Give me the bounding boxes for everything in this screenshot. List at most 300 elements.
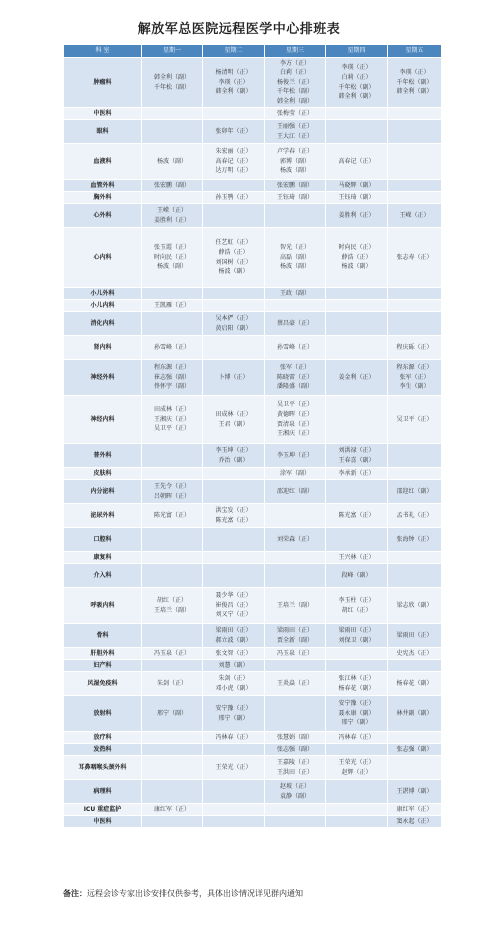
doctor-entry: 康红军（正） — [153, 805, 190, 813]
schedule-cell — [326, 192, 388, 204]
table-row — [64, 696, 442, 732]
schedule-cell — [203, 180, 265, 192]
doctor-entry: 李瑛（正） — [218, 78, 249, 86]
doctor-entry: 王嵘（正） — [399, 211, 430, 219]
doctor-entry: 张梅莹（正） — [276, 109, 313, 117]
doctor-entry: 刘慧（副） — [218, 661, 249, 669]
footer-note — [63, 888, 303, 899]
table-row — [64, 360, 442, 396]
schedule-cell — [388, 336, 442, 360]
schedule-cell — [326, 648, 388, 660]
doctor-entry: 杨清明（正） — [215, 69, 252, 77]
schedule-cell — [265, 588, 326, 624]
schedule-cell — [265, 564, 326, 588]
doctor-entry: 杨波（副） — [279, 263, 310, 271]
schedule-cell — [388, 120, 442, 144]
schedule-cell — [388, 288, 442, 300]
dept-cell: 骨科 — [64, 624, 142, 648]
dept-cell: 泌尿外科 — [64, 504, 142, 528]
doctor-entry: 杨波（副） — [279, 167, 310, 175]
doctor-entry: 梁雨田（正） — [396, 631, 433, 639]
dept-cell: 血管外科 — [64, 180, 142, 192]
doctor-entry: 王湘庆（正） — [153, 415, 190, 423]
doctor-entry: 杨波（副） — [156, 263, 187, 271]
schedule-cell — [142, 696, 203, 732]
doctor-entry: 张海钟（正） — [396, 535, 433, 543]
schedule-cell — [265, 816, 326, 828]
dept-cell: 消化内科 — [64, 312, 142, 336]
dept-cell: 眼科 — [64, 120, 142, 144]
schedule-cell — [265, 58, 326, 108]
doctor-entry: 韩全利（副） — [153, 73, 190, 81]
table-row — [64, 732, 442, 744]
dept-cell: 呼吸内科 — [64, 588, 142, 624]
doctor-entry: 潘隆盛（副） — [276, 383, 313, 391]
doctor-entry: 蔡昌豪（正） — [276, 319, 313, 327]
schedule-cell — [203, 336, 265, 360]
doctor-entry: 王兴林（正） — [338, 553, 375, 561]
schedule-cell — [265, 180, 326, 192]
schedule-cell — [388, 672, 442, 696]
doctor-entry: 卢学春（正） — [276, 148, 313, 156]
doctor-entry: 韩全利（副） — [338, 93, 375, 101]
schedule-cell — [265, 744, 326, 756]
schedule-cell — [142, 396, 203, 444]
table-row — [64, 756, 442, 780]
schedule-cell — [203, 672, 265, 696]
doctor-entry: 王湘庆（正） — [276, 430, 313, 438]
doctor-entry: 张志寿（正） — [396, 253, 433, 261]
schedule-cell — [142, 192, 203, 204]
doctor-entry: 张军（正） — [399, 373, 430, 381]
doctor-entry: 王荣光（正） — [215, 763, 252, 771]
schedule-cell — [388, 480, 442, 504]
doctor-entry: 窦永起（正） — [396, 817, 433, 825]
schedule-cell — [203, 648, 265, 660]
doctor-entry: 贾清泉（正） — [276, 420, 313, 428]
schedule-cell — [388, 732, 442, 744]
schedule-cell — [265, 504, 326, 528]
dept-cell: 康复科 — [64, 552, 142, 564]
schedule-cell — [142, 744, 203, 756]
schedule-cell — [265, 756, 326, 780]
doctor-entry: 白莉（正） — [341, 73, 372, 81]
schedule-cell — [326, 528, 388, 552]
header-dept: 科 室 — [64, 45, 142, 58]
doctor-entry: 梁雨田（正） — [276, 626, 313, 634]
schedule-cell — [142, 336, 203, 360]
schedule-cell — [142, 780, 203, 804]
doctor-entry: 张玉霞（正） — [153, 244, 190, 252]
schedule-cell — [326, 360, 388, 396]
schedule-cell — [142, 180, 203, 192]
schedule-cell — [388, 228, 442, 288]
doctor-entry: 胡红（正） — [156, 596, 187, 604]
header-mon: 星期一 — [142, 45, 203, 58]
dept-cell: 风湿免疫科 — [64, 672, 142, 696]
doctor-entry: 王钰琦（副） — [276, 193, 313, 201]
doctor-entry: 姜金利（正） — [338, 373, 375, 381]
dept-cell: 中医科 — [64, 816, 142, 828]
table-header-row — [64, 45, 442, 58]
note-label: 备注： — [63, 889, 87, 898]
doctor-entry: 聂永康（副） — [338, 709, 375, 717]
schedule-cell — [265, 144, 326, 180]
schedule-cell — [265, 552, 326, 564]
doctor-entry: 安宁豫（正） — [338, 700, 375, 708]
schedule-table — [63, 44, 442, 828]
doctor-entry: 陈晓雷（正） — [276, 373, 313, 381]
doctor-entry: 王大江（正） — [276, 132, 313, 140]
schedule-cell — [203, 480, 265, 504]
schedule-cell — [203, 58, 265, 108]
doctor-entry: 杨波（副） — [341, 263, 372, 271]
table-row — [64, 180, 442, 192]
schedule-cell — [265, 360, 326, 396]
doctor-entry: 高磊（副） — [279, 253, 310, 261]
schedule-cell — [326, 180, 388, 192]
doctor-entry: 冯玉泉（正） — [276, 649, 313, 657]
schedule-cell — [142, 732, 203, 744]
schedule-cell — [388, 696, 442, 732]
doctor-entry: 王培兰（副） — [276, 601, 313, 609]
schedule-cell — [326, 504, 388, 528]
doctor-entry: 杨俊兰（正） — [276, 78, 313, 86]
doctor-entry: 孙玉鹗（正） — [215, 193, 252, 201]
doctor-entry: 李瑛（正） — [399, 69, 430, 77]
doctor-entry: 任艺虹（正） — [215, 239, 252, 247]
doctor-entry: 冯玉泉（正） — [153, 649, 190, 657]
header-fri: 星期五 — [388, 45, 442, 58]
table-row — [64, 528, 442, 552]
table-row — [64, 312, 442, 336]
dept-cell: 肝胆外科 — [64, 648, 142, 660]
doctor-entry: 千年松（副） — [276, 88, 313, 96]
schedule-cell — [265, 192, 326, 204]
schedule-cell — [326, 312, 388, 336]
doctor-entry: 王凯雁（正） — [153, 301, 190, 309]
doctor-entry: 林井副（副） — [396, 709, 433, 717]
schedule-cell — [388, 780, 442, 804]
schedule-cell — [203, 300, 265, 312]
schedule-cell — [203, 732, 265, 744]
dept-cell: 病理科 — [64, 780, 142, 804]
dept-cell: 胸外科 — [64, 192, 142, 204]
schedule-cell — [142, 756, 203, 780]
table-row — [64, 120, 442, 144]
dept-cell: 中医科 — [64, 108, 142, 120]
doctor-entry: 智光（正） — [279, 244, 310, 252]
doctor-entry: 梁雨田（正） — [338, 626, 375, 634]
schedule-cell — [142, 672, 203, 696]
doctor-entry: 黄德晖（正） — [276, 410, 313, 418]
doctor-entry: 袁静（副） — [279, 792, 310, 800]
doctor-entry: 吴本俨（正） — [215, 314, 252, 322]
table-body — [64, 58, 442, 828]
schedule-cell — [142, 360, 203, 396]
doctor-entry: 王嘉陵（正） — [276, 758, 313, 766]
doctor-entry: 康红军（正） — [396, 805, 433, 813]
doctor-entry: 邵迎红（副） — [276, 487, 313, 495]
table-row — [64, 192, 442, 204]
schedule-cell — [326, 444, 388, 468]
doctor-entry: 李玉柱（正） — [338, 596, 375, 604]
schedule-cell — [203, 360, 265, 396]
doctor-entry: 邢宁（副） — [156, 709, 187, 717]
doctor-entry: 胡红（正） — [341, 606, 372, 614]
schedule-cell — [203, 528, 265, 552]
doctor-entry: 贾全新（副） — [276, 636, 313, 644]
table-row — [64, 336, 442, 360]
dept-cell: 放射科 — [64, 696, 142, 732]
schedule-cell — [388, 660, 442, 672]
table-row — [64, 480, 442, 504]
schedule-cell — [203, 288, 265, 300]
doctor-entry: 张宏鹏（副） — [276, 181, 313, 189]
doctor-entry: 韩全利（副） — [396, 88, 433, 96]
dept-cell: 皮肤科 — [64, 468, 142, 480]
schedule-cell — [326, 120, 388, 144]
schedule-cell — [265, 660, 326, 672]
doctor-entry: 张慧娟（副） — [276, 733, 313, 741]
table-row — [64, 660, 442, 672]
doctor-entry: 马晓辉（副） — [338, 181, 375, 189]
table-row — [64, 300, 442, 312]
schedule-cell — [265, 780, 326, 804]
doctor-entry: 姜胜利（正） — [338, 211, 375, 219]
schedule-cell — [142, 564, 203, 588]
schedule-cell — [142, 120, 203, 144]
doctor-entry: 李玉坤（正） — [215, 446, 252, 454]
doctor-entry: 赵辉（正） — [341, 768, 372, 776]
doctor-entry: 李瑛（正） — [341, 64, 372, 72]
doctor-entry: 王先令（正） — [153, 482, 190, 490]
doctor-entry: 李承新（正） — [338, 469, 375, 477]
dept-cell: 小儿外科 — [64, 288, 142, 300]
schedule-cell — [203, 756, 265, 780]
doctor-entry: 杨春花（副） — [396, 679, 433, 687]
table-row — [64, 144, 442, 180]
table-row — [64, 288, 442, 300]
dept-cell: 肿瘤科 — [64, 58, 142, 108]
doctor-entry: 卜博（正） — [218, 373, 249, 381]
doctor-entry: 王嵘（正） — [156, 206, 187, 214]
doctor-entry: 刘洪禄（正） — [338, 446, 375, 454]
doctor-entry: 王炎焱（正） — [276, 679, 313, 687]
schedule-cell — [142, 204, 203, 228]
dept-cell: 肾内科 — [64, 336, 142, 360]
doctor-entry: 吕朝晖（正） — [153, 492, 190, 500]
table-row — [64, 396, 442, 444]
schedule-cell — [265, 300, 326, 312]
doctor-entry: 聂少华（正） — [215, 592, 252, 600]
schedule-cell — [388, 360, 442, 396]
doctor-entry: 洪宝发（正） — [215, 506, 252, 514]
schedule-cell — [203, 312, 265, 336]
schedule-cell — [203, 804, 265, 816]
doctor-entry: 王春喜（副） — [338, 456, 375, 464]
doctor-entry: 王君（副） — [218, 420, 249, 428]
schedule-cell — [142, 552, 203, 564]
doctor-entry: 朱宏丽（正） — [215, 148, 252, 156]
schedule-cell — [265, 480, 326, 504]
doctor-entry: 陈光富（正） — [153, 511, 190, 519]
table-row — [64, 552, 442, 564]
schedule-cell — [203, 444, 265, 468]
schedule-cell — [265, 288, 326, 300]
doctor-entry: 程东源（正） — [153, 364, 190, 372]
doctor-entry: 达万明（正） — [215, 167, 252, 175]
schedule-cell — [203, 624, 265, 648]
schedule-cell — [388, 528, 442, 552]
note-text: 远程会诊专家出诊安排仅供参考，具体出诊情况详见群内通知 — [87, 889, 303, 898]
schedule-cell — [388, 564, 442, 588]
schedule-cell — [265, 312, 326, 336]
doctor-entry: 孙雪峰（正） — [276, 343, 313, 351]
dept-cell: 耳鼻咽喉头颈外科 — [64, 756, 142, 780]
schedule-cell — [388, 108, 442, 120]
doctor-entry: 韩全利（副） — [276, 97, 313, 105]
schedule-cell — [265, 120, 326, 144]
table-row — [64, 648, 442, 660]
doctor-entry: 孟书礼（正） — [396, 511, 433, 519]
schedule-cell — [203, 660, 265, 672]
schedule-cell — [326, 144, 388, 180]
doctor-entry: 张志强（副） — [276, 745, 313, 753]
schedule-cell — [326, 744, 388, 756]
schedule-cell — [265, 732, 326, 744]
doctor-entry: 程东源（正） — [396, 364, 433, 372]
schedule-cell — [265, 108, 326, 120]
schedule-cell — [265, 228, 326, 288]
schedule-cell — [326, 468, 388, 480]
dept-cell: 放疗科 — [64, 732, 142, 744]
doctor-entry: 杨波（副） — [156, 157, 187, 165]
dept-cell: 心内科 — [64, 228, 142, 288]
doctor-entry: 朱剑（正） — [156, 679, 187, 687]
schedule-cell — [388, 396, 442, 444]
doctor-entry: 张军（正） — [279, 364, 310, 372]
schedule-cell — [326, 300, 388, 312]
doctor-entry: 李方（正） — [279, 59, 310, 67]
doctor-entry: 梁雨田（正） — [215, 626, 252, 634]
dept-cell: 心外科 — [64, 204, 142, 228]
schedule-cell — [388, 588, 442, 624]
schedule-cell — [388, 468, 442, 480]
schedule-cell — [142, 528, 203, 552]
table-row — [64, 504, 442, 528]
schedule-cell — [203, 816, 265, 828]
table-row — [64, 672, 442, 696]
schedule-cell — [265, 396, 326, 444]
table-row — [64, 228, 442, 288]
doctor-entry: 安宁豫（正） — [215, 704, 252, 712]
doctor-entry: 孙雪峰（正） — [153, 343, 190, 351]
schedule-cell — [203, 696, 265, 732]
schedule-cell — [142, 660, 203, 672]
schedule-cell — [388, 804, 442, 816]
doctor-entry: 崔志强（副） — [153, 373, 190, 381]
doctor-entry: 薛浩（正） — [341, 253, 372, 261]
schedule-cell — [265, 696, 326, 732]
schedule-cell — [388, 756, 442, 780]
dept-cell: 神经内科 — [64, 396, 142, 444]
schedule-cell — [142, 444, 203, 468]
doctor-entry: 千年松（副） — [338, 83, 375, 91]
schedule-cell — [203, 204, 265, 228]
schedule-cell — [142, 312, 203, 336]
schedule-cell — [326, 288, 388, 300]
doctor-entry: 时向民（正） — [338, 244, 375, 252]
doctor-entry: 王政（副） — [279, 289, 310, 297]
schedule-cell — [265, 648, 326, 660]
doctor-entry: 杨波（副） — [218, 268, 249, 276]
doctor-entry: 史宪杰（正） — [396, 649, 433, 657]
dept-cell: 妇产科 — [64, 660, 142, 672]
doctor-entry: 刘国树（正） — [215, 258, 252, 266]
doctor-entry: 邓小虎（副） — [215, 684, 252, 692]
dept-cell: 口腔科 — [64, 528, 142, 552]
doctor-entry: 高春记（正） — [215, 157, 252, 165]
table-row — [64, 816, 442, 828]
schedule-cell — [326, 204, 388, 228]
doctor-entry: 韩全利（副） — [215, 88, 252, 96]
doctor-entry: 冯林春（正） — [215, 733, 252, 741]
schedule-cell — [142, 288, 203, 300]
page-title: 解放军总医院远程医学中心排班表 — [137, 22, 341, 37]
doctor-entry: 王湛博（副） — [396, 787, 433, 795]
schedule-cell — [142, 228, 203, 288]
schedule-cell — [326, 660, 388, 672]
doctor-entry: 张卯年（正） — [215, 127, 252, 135]
dept-cell: 血液科 — [64, 144, 142, 180]
doctor-entry: 邢宁（副） — [218, 714, 249, 722]
doctor-entry: 王洪田（正） — [276, 768, 313, 776]
table-row — [64, 564, 442, 588]
schedule-cell — [142, 624, 203, 648]
doctor-entry: 张文智（正） — [215, 649, 252, 657]
schedule-cell — [142, 648, 203, 660]
schedule-cell — [388, 744, 442, 756]
table-row — [64, 624, 442, 648]
schedule-cell — [388, 204, 442, 228]
doctor-entry: 张江林（正） — [338, 674, 375, 682]
table-row — [64, 468, 442, 480]
dept-cell: 内分泌科 — [64, 480, 142, 504]
schedule-cell — [142, 108, 203, 120]
doctor-entry: 田成林（正） — [153, 406, 190, 414]
schedule-cell — [326, 480, 388, 504]
schedule-cell — [203, 552, 265, 564]
table-row — [64, 108, 442, 120]
schedule-cell — [326, 588, 388, 624]
schedule-cell — [388, 648, 442, 660]
table-row — [64, 744, 442, 756]
header-thu: 星期四 — [326, 45, 388, 58]
doctor-entry: 李玉坤（正） — [276, 451, 313, 459]
doctor-entry: 李生（副） — [399, 383, 430, 391]
schedule-cell — [203, 144, 265, 180]
doctor-entry: 千年松（副） — [153, 83, 190, 91]
dept-cell: 发热科 — [64, 744, 142, 756]
doctor-entry: 段峰（副） — [341, 571, 372, 579]
schedule-cell — [388, 504, 442, 528]
schedule-cell — [388, 300, 442, 312]
schedule-cell — [326, 804, 388, 816]
schedule-cell — [142, 504, 203, 528]
schedule-cell — [388, 144, 442, 180]
doctor-entry: 黄启阳（副） — [215, 324, 252, 332]
